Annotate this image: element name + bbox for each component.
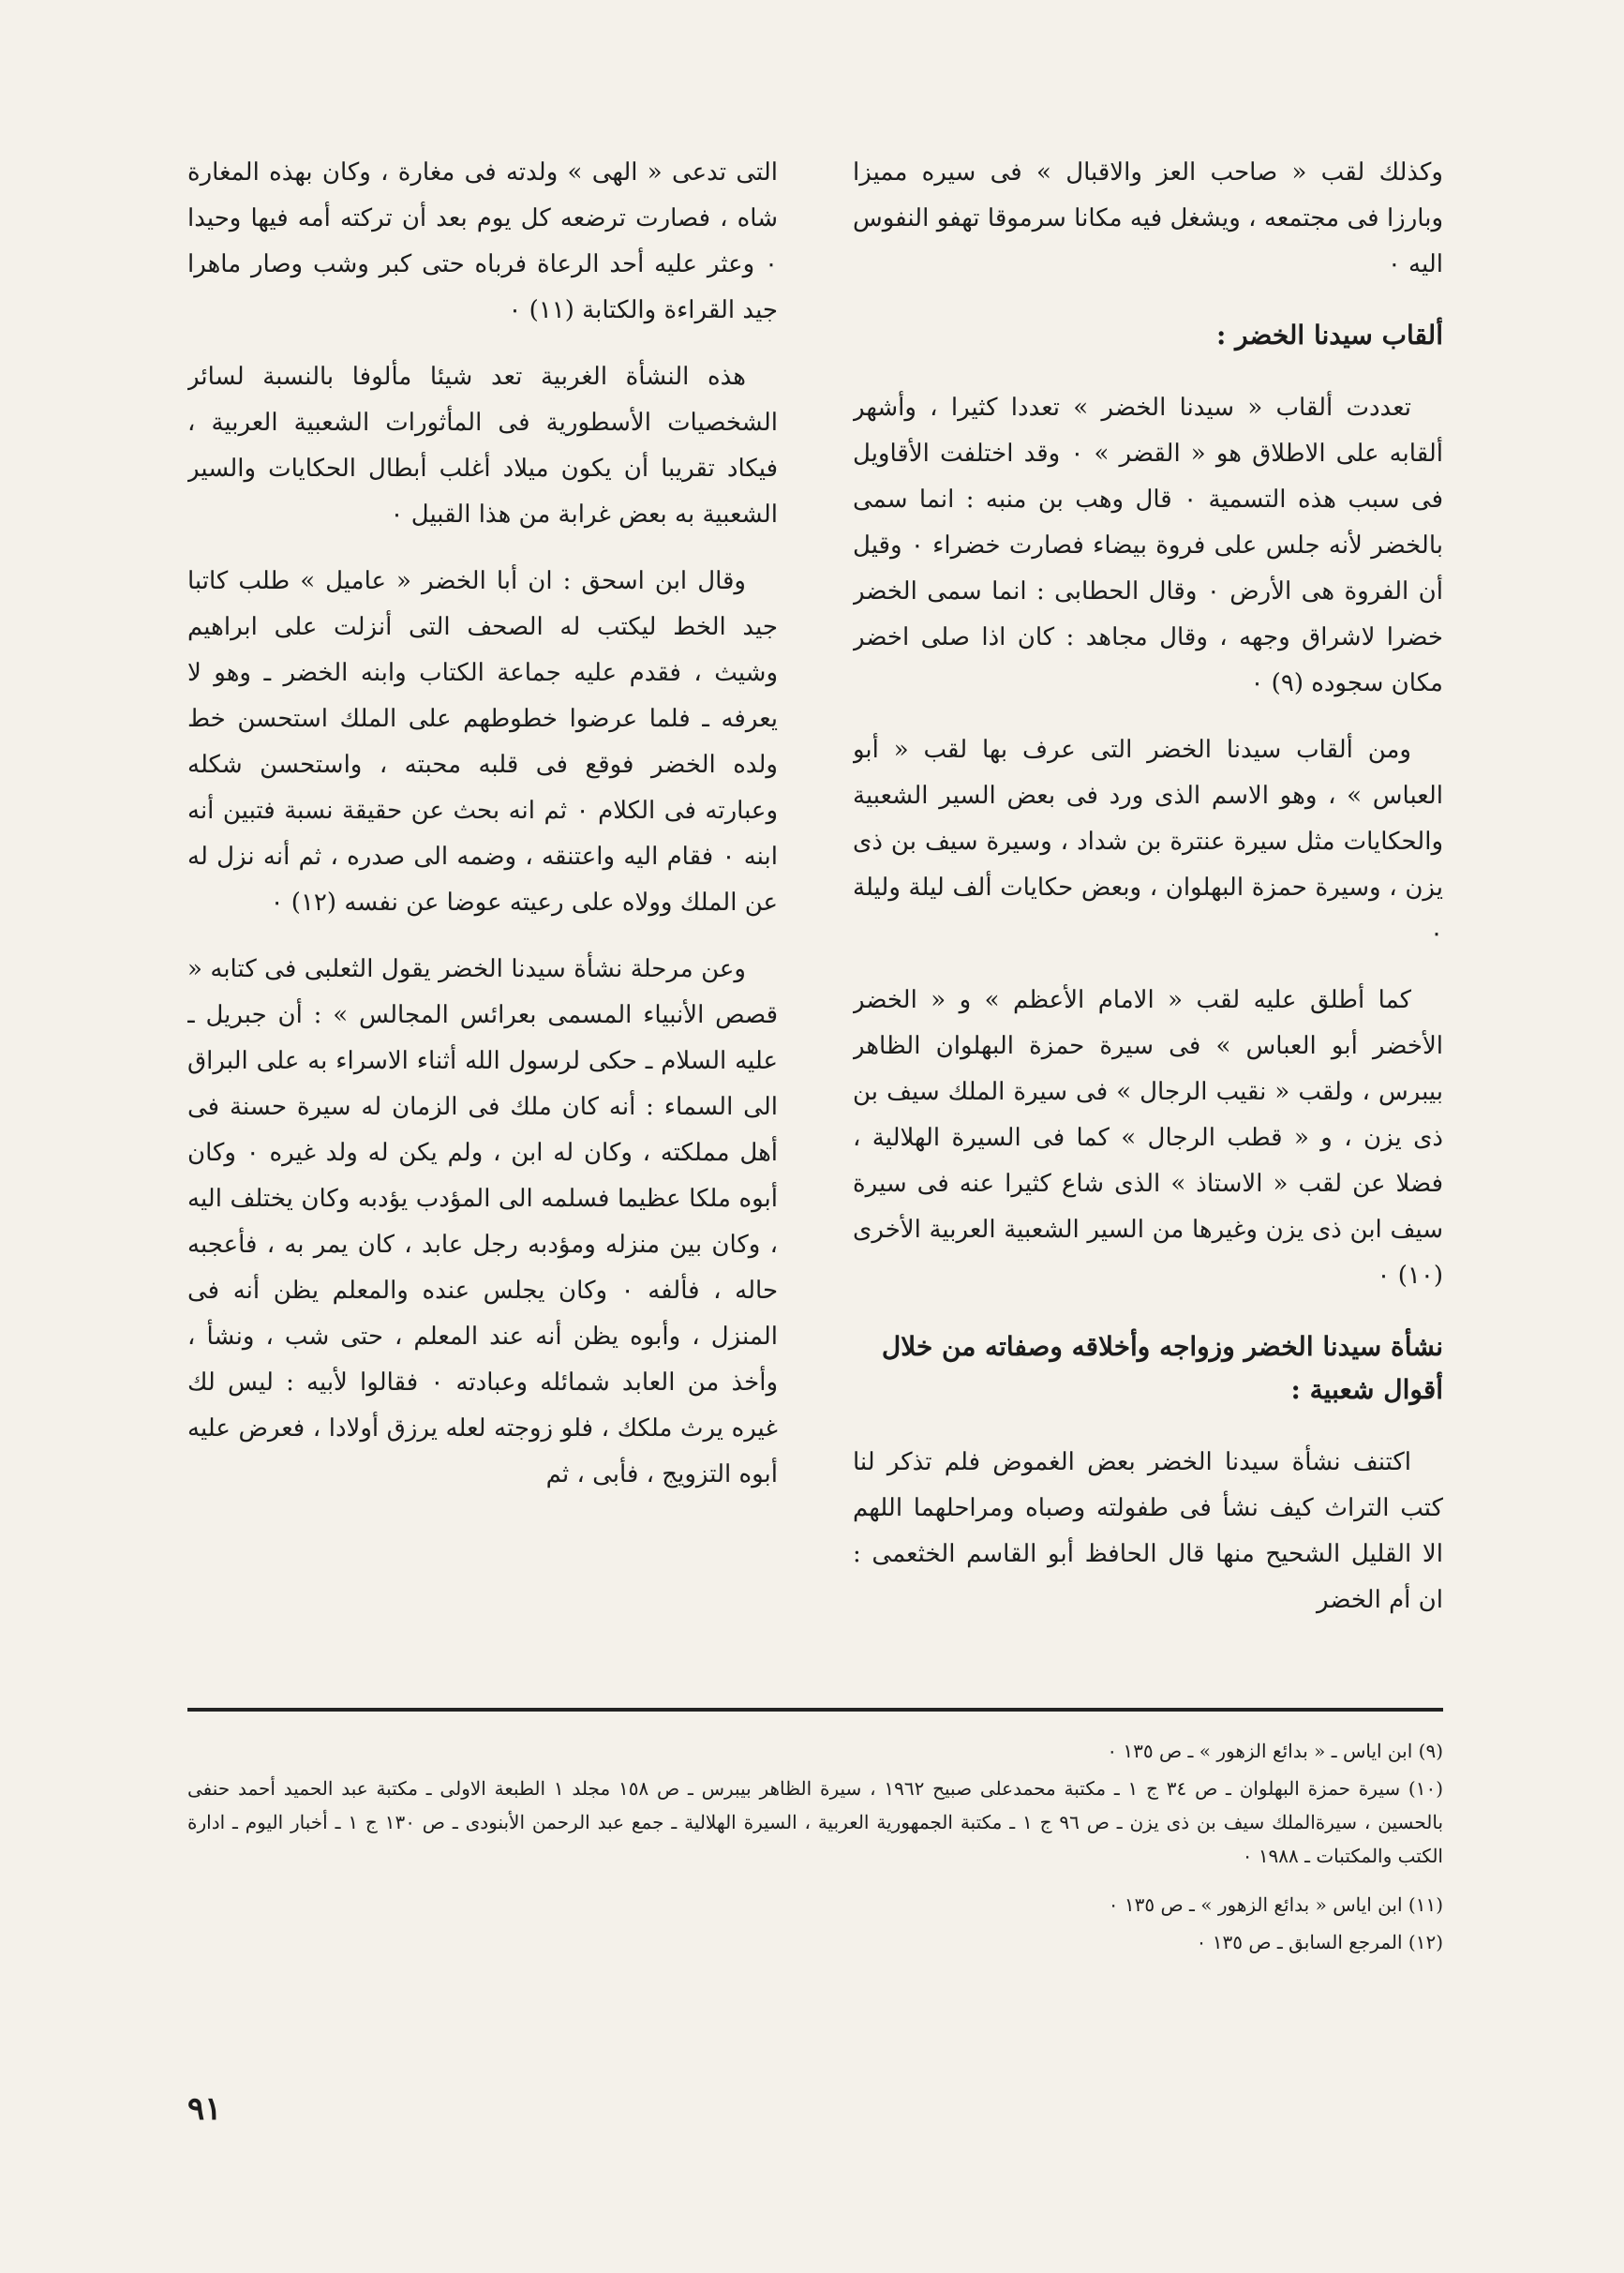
page-number: ٩١ [187, 2090, 222, 2128]
paragraph: وكذلك لقب « صاحب العز والاقبال » فى سيره مميزا وبارزا فى مجتمعه ، ويشغل فيه مكانا سرموقا تهفو النفوس اليه ٠ [853, 158, 1443, 278]
paragraph: وقال ابن اسحق : ان أبا الخضر « عاميل » طلب كاتبا جيد الخط ليكتب له الصحف التى أنزلت على ابراهيم وشيث ، فقدم عليه جماعة الكتاب وابنه الخضر ـ وهو لا يعرفه ـ فلما عرضوا خطوطهم على الملك استحسن خط ولده الخضر فوقع فى قلبه محبته ، واستحسن شكله وعبارته فى الكلام ٠ ثم انه بحث عن حقيقة نسبة فتبين أنه ابنه ٠ فقام اليه واعتنقه ، وضمه الى صدره ، ثم أنه نزل له عن الملك وولاه على رعيته عوضا عن نفسه (١٢) ٠ [187, 567, 778, 917]
footnotes [187, 1734, 1443, 1963]
page [187, 150, 1443, 2193]
section-heading: نشأة سيدنا الخضر وزواجه وأخلاقه وصفاته من خلال أقوال شعبية : [881, 1331, 1443, 1405]
section-heading: ألقاب سيدنا الخضر : [1216, 320, 1443, 351]
paragraph: هذه النشأة الغربية تعد شيئا مألوفا بالنسبة لسائر الشخصيات الأسطورية فى المأثورات الشعبية العربية ، فيكاد تقريبا أن يكون ميلاد أغلب أبطال الحكايات والسير الشعبية به بعض غرابة من هذا القبيل ٠ [187, 363, 778, 529]
paragraph: ومن ألقاب سيدنا الخضر التى عرف بها لقب « أبو العباس » ، وهو الاسم الذى ورد فى بعض السير الشعبية والحكايات مثل سيرة عنترة بن شداد ، وسيرة سيف بن ذى يزن ، وسيرة حمزة البهلوان ، وبعض حكايات ألف ليلة وليلة ٠ [853, 736, 1443, 948]
paragraph: كما أطلق عليه لقب « الامام الأعظم » و « الخضر الأخضر أبو العباس » فى سيرة حمزة البهلوان الظاهر بيبرس ، ولقب « نقيب الرجال » فى سيرة الملك سيف بن ذى يزن ، و « قطب الرجال » كما فى السيرة الهلالية ، فضلا عن لقب « الاستاذ » الذى شاع كثيرا عنه فى سيرة سيف ابن ذى يزن وغيرها من السير الشعبية العربية الأخرى (١٠) ٠ [853, 986, 1443, 1290]
footnote: (١٢) المرجع السابق ـ ص ١٣٥ ٠ [1196, 1931, 1443, 1953]
paragraph: وعن مرحلة نشأة سيدنا الخضر يقول الثعلبى فى كتابه « قصص الأنبياء المسمى بعرائس المجالس » : أن جبريل ـ عليه السلام ـ حكى لرسول الله أثناء الاسراء به على البراق الى السماء : أنه كان ملك فى الزمان له سيرة حسنة فى أهل مملكته ، وكان له ابن ، ولم يكن له ولد غيره ٠ وكان أبوه ملكا عظيما فسلمه الى المؤدب يؤدبه وكان يختلف اليه ، وكان بين منزله ومؤدبه رجل عابد ، كان يمر به ، فأعجبه حاله ، فألفه ٠ وكان يجلس عنده والمعلم يظن أنه فى المنزل ، وأبوه يظن أنه عند المعلم ، حتى شب ، ونشأ ، وأخذ من العابد شمائله وعبادته ٠ فقالوا لأبيه : ليس لك غيره يرث ملكك ، فلو زوجته لعله يرزق أولادا ، فعرض عليه أبوه التزويج ، فأبى ، ثم [187, 955, 778, 1488]
footnote-divider [187, 1708, 1443, 1712]
body-columns [187, 150, 1443, 1706]
right-column [853, 150, 1443, 1706]
left-column [187, 150, 778, 1706]
paragraph: اكتنف نشأة سيدنا الخضر بعض الغموض فلم تذكر لنا كتب التراث كيف نشأ فى طفولته وصباه ومراحلهما اللهم الا القليل الشحيح منها قال الحافظ أبو القاسم الخثعمى : ان أم الخضر [853, 1448, 1443, 1614]
footnote: (٩) ابن اياس ـ « بدائع الزهور » ـ ص ١٣٥ ٠ [1107, 1740, 1443, 1762]
paragraph: تعددت ألقاب « سيدنا الخضر » تعددا كثيرا ، وأشهر ألقابه على الاطلاق هو « القضر » ٠ وقد اختلفت الأقاويل فى سبب هذه التسمية ٠ قال وهب بن منبه : انما سمى بالخضر لأنه جلس على فروة بيضاء فصارت خضراء ٠ وقيل أن الفروة هى الأرض ٠ وقال الحطابى : انما سمى الخضر خضرا لاشراق وجهه ، وقال مجاهد : كان اذا صلى اخضر مكان سجوده (٩) ٠ [853, 394, 1443, 697]
footnote: (١١) ابن اياس « بدائع الزهور » ـ ص ١٣٥ ٠ [1108, 1893, 1443, 1916]
footnote: (١٠) سيرة حمزة البهلوان ـ ص ٣٤ ج ١ ـ مكتبة محمدعلى صبيح ١٩٦٢ ، سيرة الظاهر بيبرس ـ ص ١٥٨ مجلد ١ الطبعة الاولى ـ مكتبة عبد الحميد أحمد حنفى بالحسين ، سيرةالملك سيف بن ذى يزن ـ ص ٩٦ ج ١ ـ مكتبة الجمهورية العربية ، السيرة الهلالية ـ جمع عبد الرحمن الأبنودى ـ ص ١٣٠ ج ١ ـ أخبار اليوم ـ ادارة الكتب والمكتبات ـ ١٩٨٨ ٠ [187, 1777, 1444, 1867]
paragraph: التى تدعى « الهى » ولدته فى مغارة ، وكان بهذه المغارة شاه ، فصارت ترضعه كل يوم بعد أن تركته أمه فيها وحيدا ٠ وعثر عليه أحد الرعاة فرباه حتى كبر وشب وصار ماهرا جيد القراءة والكتابة (١١) ٠ [187, 158, 778, 324]
